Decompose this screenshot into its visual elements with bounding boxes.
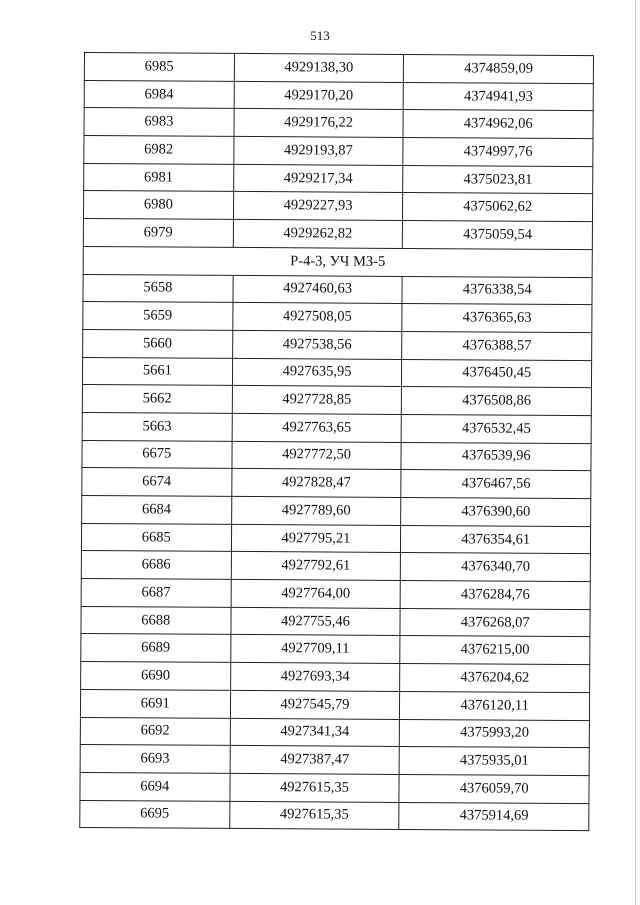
x-coordinate-cell: 4927538,56 bbox=[232, 330, 402, 359]
point-number-cell: 6984 bbox=[84, 80, 234, 109]
y-coordinate-cell: 4375059,54 bbox=[403, 221, 593, 250]
point-number-cell: 6983 bbox=[84, 108, 234, 137]
x-coordinate-cell: 4927764,00 bbox=[231, 579, 401, 608]
table-row bbox=[80, 717, 589, 748]
y-coordinate-cell: 4376338,54 bbox=[402, 276, 592, 305]
x-coordinate-cell: 4927772,50 bbox=[232, 441, 402, 470]
y-coordinate-cell: 4375993,20 bbox=[400, 719, 590, 748]
y-coordinate-cell: 4376390,60 bbox=[401, 497, 591, 526]
point-number-cell: 6692 bbox=[80, 717, 230, 746]
point-number-cell: 6981 bbox=[84, 163, 234, 192]
table-row bbox=[80, 772, 589, 803]
point-number-cell: 6985 bbox=[84, 53, 234, 82]
point-number-cell: 6695 bbox=[80, 800, 230, 829]
y-coordinate-cell: 4376120,11 bbox=[400, 691, 590, 720]
y-coordinate-cell: 4376467,56 bbox=[401, 470, 591, 499]
table-row bbox=[82, 385, 591, 416]
x-coordinate-cell: 4927728,85 bbox=[232, 386, 402, 415]
y-coordinate-cell: 4375914,69 bbox=[399, 802, 589, 831]
y-coordinate-cell: 4374941,93 bbox=[404, 82, 594, 111]
point-number-cell: 6686 bbox=[81, 551, 231, 580]
section-header-row bbox=[83, 246, 592, 277]
y-coordinate-cell: 4376532,45 bbox=[402, 414, 592, 443]
table-row bbox=[83, 329, 592, 360]
y-coordinate-cell: 4376284,76 bbox=[400, 581, 590, 610]
y-coordinate-cell: 4376340,70 bbox=[401, 553, 591, 582]
point-number-cell: 6690 bbox=[81, 662, 231, 691]
table-row bbox=[83, 274, 592, 305]
y-coordinate-cell: 4376450,45 bbox=[402, 359, 592, 388]
x-coordinate-cell: 4927508,05 bbox=[232, 303, 402, 332]
table-row bbox=[82, 468, 591, 499]
x-coordinate-cell: 4927387,47 bbox=[230, 746, 400, 775]
x-coordinate-cell: 4927755,46 bbox=[231, 607, 401, 636]
section-header: Р-4-3, УЧ МЗ-5 bbox=[83, 246, 592, 277]
y-coordinate-cell: 4376268,07 bbox=[400, 608, 590, 637]
y-coordinate-cell: 4376508,86 bbox=[402, 387, 592, 416]
table-row bbox=[84, 108, 593, 139]
table-row bbox=[80, 689, 589, 720]
table-row bbox=[82, 440, 591, 471]
x-coordinate-cell: 4927615,35 bbox=[230, 773, 400, 802]
table-row bbox=[84, 163, 593, 194]
x-coordinate-cell: 4927789,60 bbox=[231, 496, 401, 525]
x-coordinate-cell: 4927828,47 bbox=[231, 469, 401, 498]
y-coordinate-cell: 4376059,70 bbox=[399, 774, 589, 803]
table-row bbox=[84, 80, 593, 111]
table-row bbox=[80, 745, 589, 776]
table-row bbox=[81, 551, 590, 582]
table-row bbox=[81, 523, 590, 554]
y-coordinate-cell: 4376215,00 bbox=[400, 636, 590, 665]
x-coordinate-cell: 4929227,93 bbox=[233, 192, 403, 221]
x-coordinate-cell: 4927460,63 bbox=[233, 275, 403, 304]
x-coordinate-cell: 4927792,61 bbox=[231, 552, 401, 581]
table-row bbox=[83, 191, 592, 222]
point-number-cell: 6675 bbox=[82, 440, 232, 469]
x-coordinate-cell: 4929176,22 bbox=[234, 109, 404, 138]
table-row bbox=[83, 302, 592, 333]
point-number-cell: 6689 bbox=[81, 634, 231, 663]
x-coordinate-cell: 4927763,65 bbox=[232, 413, 402, 442]
point-number-cell: 6684 bbox=[82, 495, 232, 524]
point-number-cell: 6685 bbox=[81, 523, 231, 552]
y-coordinate-cell: 4375935,01 bbox=[399, 747, 589, 776]
table-row bbox=[81, 634, 590, 665]
point-number-cell: 6691 bbox=[80, 689, 230, 718]
point-number-cell: 6674 bbox=[82, 468, 232, 497]
y-coordinate-cell: 4376388,57 bbox=[402, 331, 592, 360]
x-coordinate-cell: 4929193,87 bbox=[233, 136, 403, 165]
point-number-cell: 5663 bbox=[82, 412, 232, 441]
y-coordinate-cell: 4374859,09 bbox=[404, 54, 594, 83]
point-number-cell: 5660 bbox=[83, 329, 233, 358]
table-row bbox=[80, 800, 589, 831]
point-number-cell: 5662 bbox=[82, 385, 232, 414]
x-coordinate-cell: 4927795,21 bbox=[231, 524, 401, 553]
table-row bbox=[82, 412, 591, 443]
y-coordinate-cell: 4376354,61 bbox=[401, 525, 591, 554]
table-row bbox=[81, 579, 590, 610]
table-row bbox=[82, 357, 591, 388]
x-coordinate-cell: 4927693,34 bbox=[230, 663, 400, 692]
coordinates-table bbox=[79, 52, 594, 831]
point-number-cell: 5659 bbox=[83, 302, 233, 331]
y-coordinate-cell: 4376365,63 bbox=[402, 304, 592, 333]
x-coordinate-cell: 4927635,95 bbox=[232, 358, 402, 387]
table-row bbox=[81, 662, 590, 693]
page-edge-line bbox=[635, 0, 636, 905]
point-number-cell: 6687 bbox=[81, 579, 231, 608]
point-number-cell: 6694 bbox=[80, 772, 230, 801]
point-number-cell: 5658 bbox=[83, 274, 233, 303]
point-number-cell: 6982 bbox=[84, 136, 234, 165]
point-number-cell: 6980 bbox=[83, 191, 233, 220]
point-number-cell: 6693 bbox=[80, 745, 230, 774]
x-coordinate-cell: 4927615,35 bbox=[229, 801, 399, 830]
table-row bbox=[83, 219, 592, 250]
y-coordinate-cell: 4376204,62 bbox=[400, 664, 590, 693]
point-number-cell: 5661 bbox=[82, 357, 232, 386]
x-coordinate-cell: 4929262,82 bbox=[233, 220, 403, 249]
y-coordinate-cell: 4374997,76 bbox=[403, 138, 593, 167]
page-number: 513 bbox=[310, 28, 330, 43]
x-coordinate-cell: 4929217,34 bbox=[233, 164, 403, 193]
y-coordinate-cell: 4375062,62 bbox=[403, 193, 593, 222]
table-row bbox=[81, 606, 590, 637]
x-coordinate-cell: 4929138,30 bbox=[234, 53, 404, 82]
x-coordinate-cell: 4927709,11 bbox=[230, 635, 400, 664]
y-coordinate-cell: 4375023,81 bbox=[403, 165, 593, 194]
point-number-cell: 6979 bbox=[83, 219, 233, 248]
table-row bbox=[84, 53, 593, 84]
x-coordinate-cell: 4927341,34 bbox=[230, 718, 400, 747]
y-coordinate-cell: 4374962,06 bbox=[403, 110, 593, 139]
y-coordinate-cell: 4376539,96 bbox=[401, 442, 591, 471]
coordinates-table-body bbox=[80, 53, 594, 831]
point-number-cell: 6688 bbox=[81, 606, 231, 635]
x-coordinate-cell: 4929170,20 bbox=[234, 81, 404, 110]
table-row bbox=[84, 136, 593, 167]
x-coordinate-cell: 4927545,79 bbox=[230, 690, 400, 719]
table-row bbox=[82, 495, 591, 526]
